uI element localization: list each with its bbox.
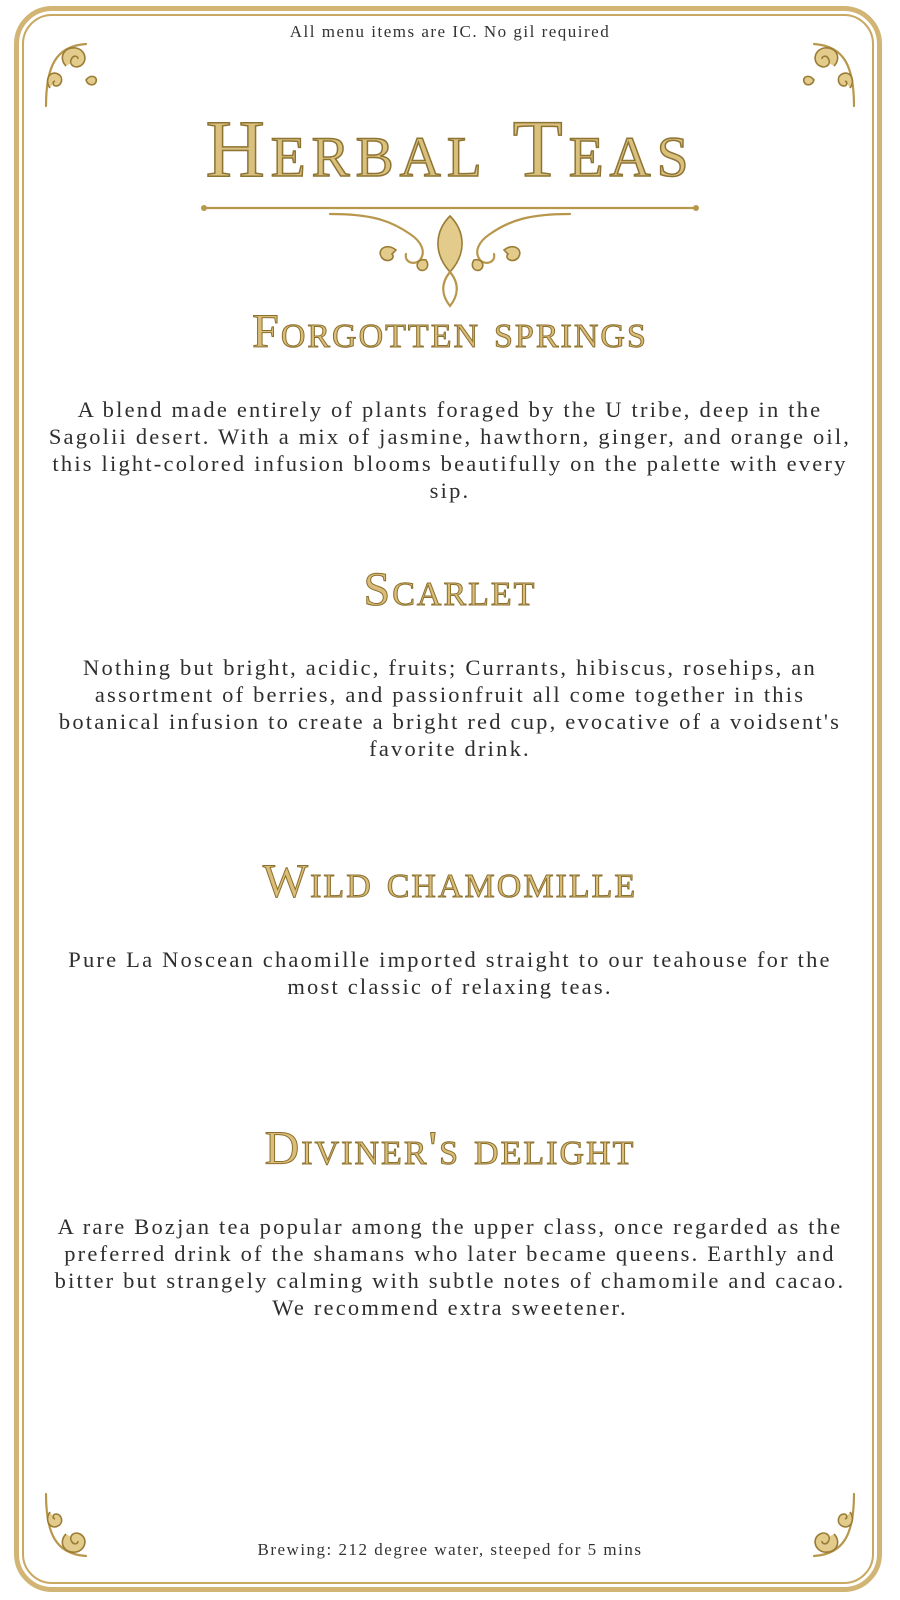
menu-title: Herbal Teas [205, 103, 695, 194]
menu-item [40, 855, 860, 1000]
menu-item [40, 563, 860, 762]
item-name: Diviner's delight [264, 1122, 636, 1175]
item-name: Wild chamomille [262, 855, 638, 908]
menu-item [40, 305, 860, 504]
item-description: Nothing but bright, acidic, fruits; Currants, hibiscus, rosehips, an assortment of berries, and passionfruit all come together in this botanical infusion to create a bright red cup, evocative of a voidsent's favorite drink. [58, 655, 842, 761]
brewing-instructions: Brewing: 212 degree water, steeped for 5 mins [257, 1540, 643, 1559]
item-description: A blend made entirely of plants foraged by the U tribe, deep in the Sagolii desert. With a mix of jasmine, hawthorn, ginger, and orange oil, this light-colored infusion blooms beautifully on the palette with every sip. [48, 397, 852, 503]
ic-notice: All menu items are IC. No gil required [289, 22, 611, 41]
corner-flourish-icon [36, 36, 116, 116]
corner-flourish-icon [784, 36, 864, 116]
item-name: Forgotten springs [252, 305, 648, 358]
item-name: Scarlet [363, 563, 537, 616]
menu-item [40, 1122, 860, 1321]
title-ornament-icon [200, 200, 700, 310]
item-description: Pure La Noscean chaomille imported straight to our teahouse for the most classic of relaxing teas. [68, 947, 832, 999]
item-description: A rare Bozjan tea popular among the upper class, once regarded as the preferred drink of the shamans who later became queens. Earthly and bitter but strangely calming with subtle notes of chamomile and cacao. We recommend extra sweetener. [54, 1214, 846, 1320]
